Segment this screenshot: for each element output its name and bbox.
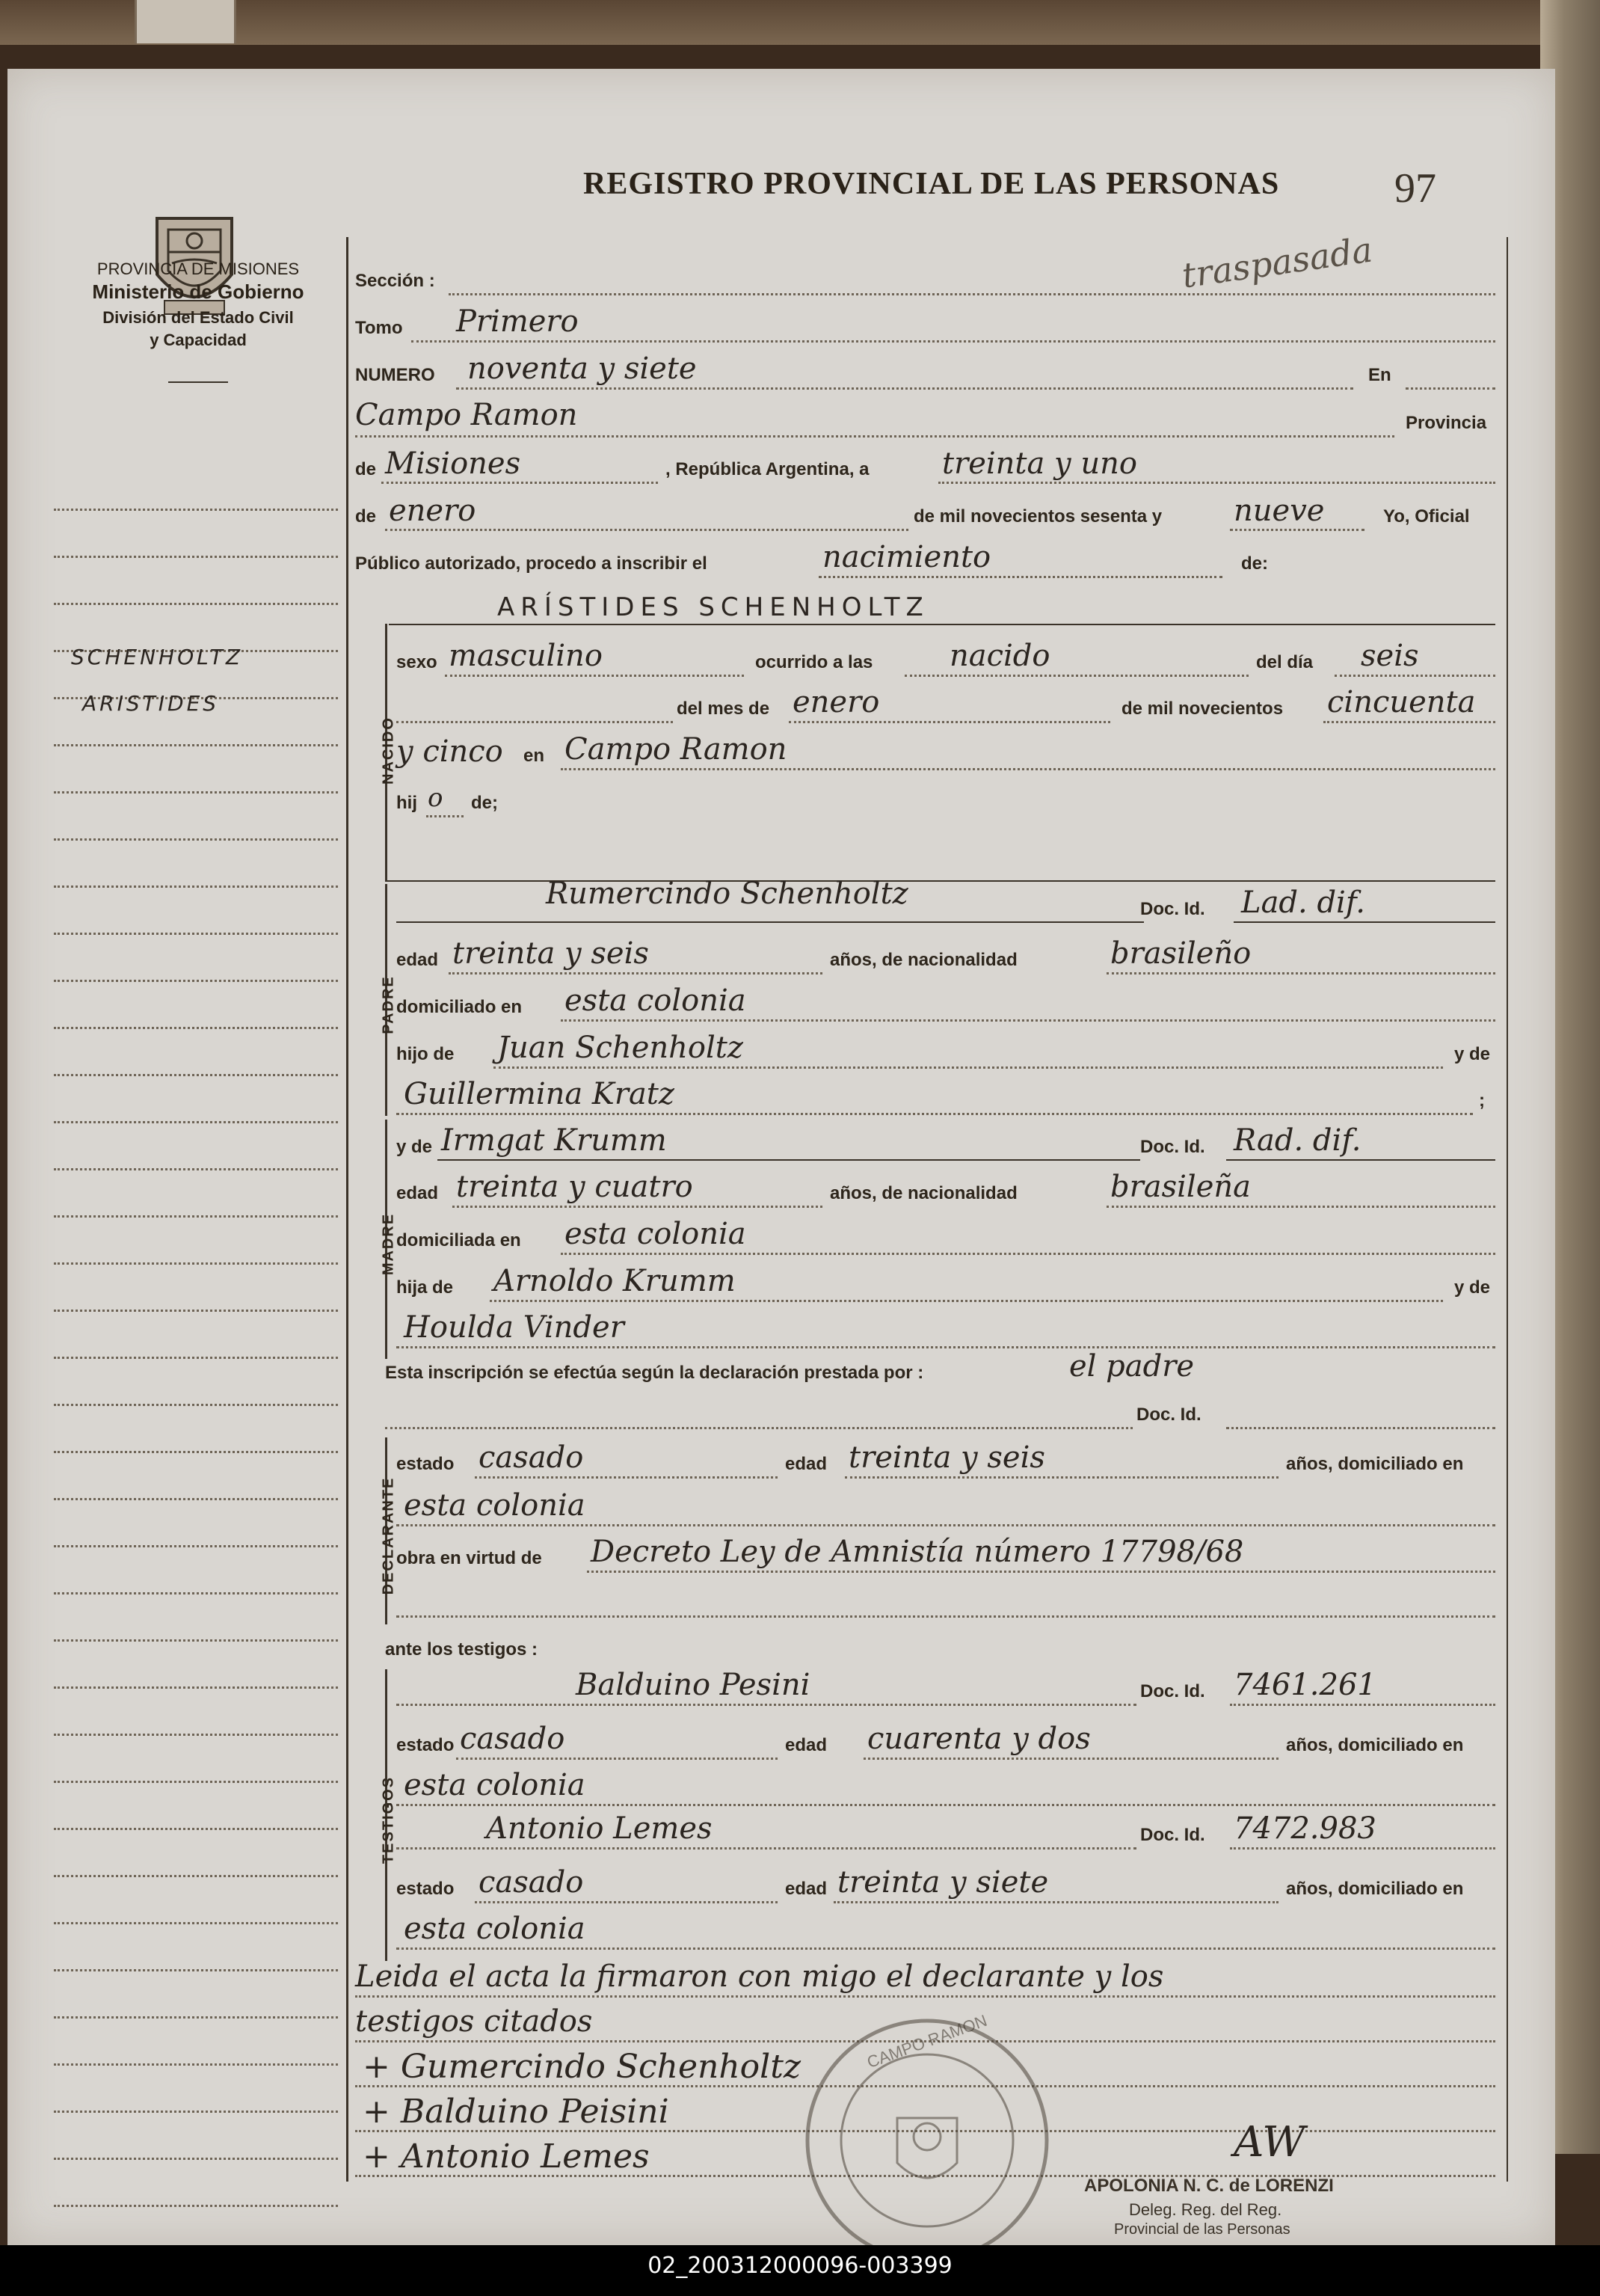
line-testigo2-doc	[1230, 1847, 1495, 1850]
signature-testigo2: + Antonio Lemes	[363, 2137, 650, 2176]
margin-ruling-line	[54, 744, 338, 746]
margin-ruling-line	[54, 2111, 338, 2113]
margin-ruling-line	[54, 1215, 338, 1218]
line-hij	[426, 815, 464, 817]
section-madre-label: MADRE	[380, 1212, 397, 1276]
line-declarante-doc	[1226, 1427, 1495, 1429]
madre-domicilio: esta colonia	[564, 1217, 746, 1251]
testigo1-edad: cuarenta y dos	[867, 1722, 1091, 1756]
margin-ruling-line	[54, 556, 338, 558]
margin-ruling-line	[54, 1592, 338, 1594]
label-madre-edad: edad	[396, 1183, 439, 1203]
margin-ruling-line	[54, 603, 338, 605]
padre-nombre: Rumercindo Schenholtz	[546, 877, 908, 911]
label-republica: , República Argentina, a	[665, 459, 870, 479]
value-mes-nac: enero	[793, 685, 880, 719]
padre-doc: Lad. dif.	[1241, 885, 1365, 920]
label-declaracion: Esta inscripción se efectúa según la declaración prestada por :	[385, 1363, 924, 1383]
label-testigo1-anios-dom: años, domiciliado en	[1286, 1735, 1464, 1755]
padre-padre: Juan Schenholtz	[497, 1031, 743, 1065]
signature-padre: + Gumercindo Schenholtz	[363, 2048, 801, 2086]
margin-ruling-line	[54, 838, 338, 841]
testigo1-doc: 7461.261	[1234, 1668, 1376, 1702]
label-padre-doc: Doc. Id.	[1140, 899, 1205, 919]
label-madre-y-de: y de	[396, 1137, 433, 1157]
label-testigo1-doc: Doc. Id.	[1140, 1681, 1205, 1701]
label-testigo1-estado: estado	[396, 1735, 455, 1755]
label-publico: Público autorizado, procedo a inscribir el	[355, 553, 707, 574]
line-testigo1-doc	[1230, 1704, 1495, 1706]
margin-ruling-line	[54, 1262, 338, 1265]
label-padre-domicilio: domiciliado en	[396, 997, 523, 1017]
label-seccion: Sección :	[355, 271, 435, 291]
line-en	[1406, 387, 1495, 390]
line-anio-nac	[1323, 721, 1495, 723]
label-padre-edad: edad	[396, 950, 439, 970]
line-obra	[587, 1571, 1495, 1573]
margin-ruling-line	[54, 1734, 338, 1736]
label-numero: NUMERO	[355, 365, 435, 385]
closing-line1: Leida el acta la firmaron con migo el declarante y los	[355, 1959, 1164, 1994]
line-padre-nombre	[396, 921, 1144, 923]
line-padre-nac	[1107, 972, 1495, 974]
office-capacity: y Capacidad	[150, 331, 247, 349]
page-title: REGISTRO PROVINCIAL DE LAS PERSONAS	[583, 167, 1280, 201]
line-testigo2-edad	[834, 1901, 1279, 1903]
line-lugar-nac	[561, 768, 1495, 770]
margin-ruling-line	[54, 1875, 338, 1877]
margin-ruling-line	[54, 1781, 338, 1783]
label-mil-nov-sesenta: de mil novecientos sesenta y	[914, 506, 1163, 527]
padre-edad: treinta y seis	[452, 936, 649, 971]
margin-ruling-line	[54, 1639, 338, 1642]
line-testigo2-dom	[396, 1947, 1495, 1950]
line-closing-1	[355, 1995, 1495, 1998]
label-del-dia: del día	[1256, 652, 1314, 672]
value-provincia: Misiones	[385, 446, 521, 481]
closing-line2: testigos citados	[355, 2004, 593, 2039]
line-madre-doc	[1226, 1159, 1495, 1161]
label-de-colon: de:	[1241, 553, 1268, 574]
margin-ruling-line	[54, 933, 338, 935]
line-acto	[819, 576, 1222, 578]
margin-ruling-line	[54, 2016, 338, 2019]
madre-madre: Houlda Vinder	[404, 1310, 624, 1345]
line-testigo1-edad	[864, 1758, 1279, 1760]
line-anio	[1230, 529, 1364, 531]
margin-ruling-line	[54, 1545, 338, 1547]
line-testigo1-nombre	[396, 1704, 1136, 1706]
label-hij: hij	[396, 793, 417, 813]
label-semicolon: ;	[1479, 1090, 1485, 1111]
value-numero: noventa y siete	[467, 352, 697, 386]
line-lugar	[355, 435, 1394, 438]
testigo2-edad: treinta y siete	[837, 1865, 1049, 1900]
line-declarante-dom	[396, 1524, 1495, 1526]
line-declarante-nombre	[385, 1427, 1133, 1429]
right-border	[1507, 237, 1508, 2182]
line-testigo1-estado	[456, 1758, 778, 1760]
label-testigo2-estado: estado	[396, 1879, 455, 1899]
margin-ruling-line	[54, 1498, 338, 1500]
margin-ruling-line	[54, 2158, 338, 2160]
line-dia	[938, 482, 1495, 484]
label-testigo1-edad: edad	[785, 1735, 828, 1755]
line-sexo	[445, 675, 744, 677]
line-obra-2	[396, 1615, 1495, 1618]
margin-ruling-line	[54, 2205, 338, 2207]
section-nacido-label: NACIDO	[380, 716, 397, 785]
testigo1-estado: casado	[460, 1722, 565, 1756]
label-testigo2-doc: Doc. Id.	[1140, 1825, 1205, 1845]
office-province: PROVINCIA DE MISIONES	[96, 260, 300, 278]
line-tomo	[411, 340, 1495, 343]
line-nombre	[389, 624, 1495, 625]
label-obra: obra en virtud de	[396, 1548, 542, 1568]
testigo2-domicilio: esta colonia	[404, 1912, 585, 1946]
margin-ruling-line	[54, 1168, 338, 1170]
label-de: de	[355, 459, 377, 479]
line-padre-dom	[561, 1019, 1495, 1022]
line-padre-padre	[493, 1066, 1443, 1069]
madre-edad: treinta y cuatro	[456, 1170, 693, 1204]
value-hora: nacido	[950, 639, 1050, 673]
value-sexo: masculino	[449, 639, 603, 673]
label-madre-anios-nac: años, de nacionalidad	[830, 1183, 1018, 1203]
label-yo-oficial: Yo, Oficial	[1383, 506, 1470, 527]
label-ocurrido: ocurrido a las	[755, 652, 873, 672]
margin-surname: SCHENHOLTZ	[71, 645, 244, 669]
label-declarante-estado: estado	[396, 1454, 455, 1474]
testigo1-domicilio: esta colonia	[404, 1768, 585, 1802]
madre-nacionalidad: brasileña	[1110, 1170, 1251, 1204]
testigo2-estado: casado	[479, 1865, 584, 1900]
label-declarante-anios-dom: años, domiciliado en	[1286, 1454, 1464, 1474]
label-tomo: Tomo	[355, 318, 403, 338]
value-anio: nueve	[1234, 494, 1325, 528]
stamp-round-text: CAMPO RAMON	[864, 2010, 990, 2072]
value-mes: enero	[389, 494, 476, 528]
declarante-estado: casado	[479, 1440, 584, 1475]
label-en-nac: en	[523, 746, 545, 766]
padre-domicilio: esta colonia	[564, 983, 746, 1018]
office-ministry: Ministerio de Gobierno	[92, 280, 304, 303]
label-madre-doc: Doc. Id.	[1140, 1137, 1205, 1157]
line-madre-madre	[396, 1346, 1495, 1348]
stamp-role-1: Deleg. Reg. del Reg.	[1129, 2200, 1282, 2219]
label-madre-domicilio: domiciliada en	[396, 1230, 521, 1250]
line-padre-doc	[1234, 921, 1495, 923]
margin-ruling-line	[54, 791, 338, 794]
margin-ruling-line	[54, 1121, 338, 1123]
padre-madre: Guillermina Kratz	[404, 1077, 674, 1111]
value-acto: nacimiento	[822, 540, 991, 574]
value-dia-letras: treinta y uno	[942, 446, 1137, 481]
value-lugar-nac: Campo Ramon	[564, 732, 787, 767]
label-de-semicolon: de;	[471, 793, 498, 813]
line-testigo2-nombre	[396, 1847, 1136, 1850]
section-testigos-label: TESTIGOS	[380, 1775, 397, 1864]
testigo2-nombre: Antonio Lemes	[486, 1811, 713, 1846]
label-sexo: sexo	[396, 652, 437, 672]
label-padre-hijo-de: hijo de	[396, 1044, 455, 1064]
value-tomo: Primero	[456, 304, 579, 339]
margin-ruling-line	[54, 1828, 338, 1830]
margin-ruling-line	[54, 1404, 338, 1406]
margin-separator	[346, 237, 348, 2182]
margin-ruling-line	[54, 980, 338, 982]
line-testigo1-dom	[396, 1804, 1495, 1806]
margin-ruling-line	[54, 1686, 338, 1689]
declarante-por: el padre	[1069, 1349, 1195, 1384]
declarante-domicilio: esta colonia	[404, 1488, 585, 1523]
line-madre-padre	[490, 1300, 1443, 1302]
value-nombre: ARÍSTIDES SCHENHOLTZ	[497, 592, 929, 622]
margin-ruling-line	[54, 1027, 338, 1029]
page-number: 97	[1394, 165, 1436, 212]
madre-nombre: Irmgat Krumm	[441, 1123, 667, 1158]
margin-ruling-line	[54, 1357, 338, 1359]
office-division: División del Estado Civil	[102, 308, 294, 327]
label-padre-anios-nac: años, de nacionalidad	[830, 950, 1018, 970]
margin-ruling-line	[54, 1451, 338, 1453]
register-page	[7, 69, 1555, 2245]
line-declarante-estado	[475, 1476, 778, 1479]
margin-ruling-line	[54, 1922, 338, 1924]
testigo1-nombre: Balduino Pesini	[576, 1668, 810, 1702]
line-padre-madre	[396, 1113, 1473, 1115]
line-declarante-edad	[845, 1476, 1279, 1479]
label-provincia: Provincia	[1406, 413, 1487, 433]
section-padre-label: PADRE	[380, 975, 397, 1034]
label-testigo2-anios-dom: años, domiciliado en	[1286, 1879, 1464, 1899]
padre-nacionalidad: brasileño	[1110, 936, 1252, 971]
line-seccion	[449, 293, 1495, 295]
line-madre-dom	[561, 1253, 1495, 1255]
official-initials: AW	[1234, 2118, 1305, 2167]
testigo2-doc: 7472.983	[1234, 1811, 1376, 1846]
value-lugar: Campo Ramon	[355, 398, 578, 432]
annotation-traspasada: traspasada	[1179, 229, 1375, 296]
label-en: En	[1368, 365, 1391, 385]
label-testigo2-edad: edad	[785, 1879, 828, 1899]
label-de-mil-nov: de mil novecientos	[1121, 699, 1284, 719]
label-declarante-doc: Doc. Id.	[1136, 1405, 1201, 1425]
label-de-mes: de	[355, 506, 377, 527]
book-tab	[135, 0, 236, 43]
value-anio-nac-2: y cinco	[396, 734, 503, 769]
margin-ruling-line	[54, 1969, 338, 1971]
value-hij-suffix: o	[428, 783, 443, 813]
office-underline	[168, 381, 228, 383]
madre-doc: Rad. dif.	[1234, 1123, 1361, 1158]
margin-ruling-line	[54, 1074, 338, 1076]
madre-padre: Arnoldo Krumm	[493, 1264, 736, 1298]
label-madre-y-de-2: y de	[1454, 1277, 1491, 1298]
line-madre-nombre	[437, 1159, 1140, 1161]
line-provincia	[381, 482, 658, 484]
book-top-edge	[0, 0, 1600, 45]
value-anio-nac-1: cincuenta	[1327, 685, 1476, 719]
value-dia: seis	[1361, 639, 1419, 673]
margin-given-name: ARISTIDES	[82, 691, 220, 716]
label-declarante-edad: edad	[785, 1454, 828, 1474]
margin-ruling-line	[54, 509, 338, 511]
stamp-role-2: Provincial de las Personas	[1114, 2221, 1290, 2238]
line-testigo2-estado	[475, 1901, 778, 1903]
signature-testigo1: + Balduino Peisini	[363, 2093, 669, 2131]
declarante-obra: Decreto Ley de Amnistía número 17798/68	[591, 1535, 1244, 1569]
line-numero	[456, 387, 1353, 390]
label-madre-hija-de: hija de	[396, 1277, 454, 1298]
line-padre-edad	[449, 972, 822, 974]
stamp-name: APOLONIA N. C. de LORENZI	[1084, 2176, 1334, 2196]
label-ante-testigos: ante los testigos :	[385, 1639, 538, 1660]
line-mes	[385, 529, 908, 531]
line-pre-mes	[396, 721, 673, 723]
image-caption: 02_200312000096-003399	[647, 2253, 953, 2279]
line-hora	[905, 675, 1249, 677]
section-declarante-label: DECLARANTE	[380, 1476, 397, 1595]
declarante-edad: treinta y seis	[849, 1440, 1045, 1475]
line-madre-nac	[1107, 1206, 1495, 1208]
line-mes-nac	[789, 721, 1110, 723]
line-dia-nac	[1335, 675, 1495, 677]
line-madre-edad	[452, 1206, 822, 1208]
margin-ruling-line	[54, 885, 338, 888]
margin-ruling-line	[54, 2063, 338, 2066]
label-padre-y-de: y de	[1454, 1044, 1491, 1064]
label-del-mes: del mes de	[677, 699, 770, 719]
margin-ruling-line	[54, 1310, 338, 1312]
